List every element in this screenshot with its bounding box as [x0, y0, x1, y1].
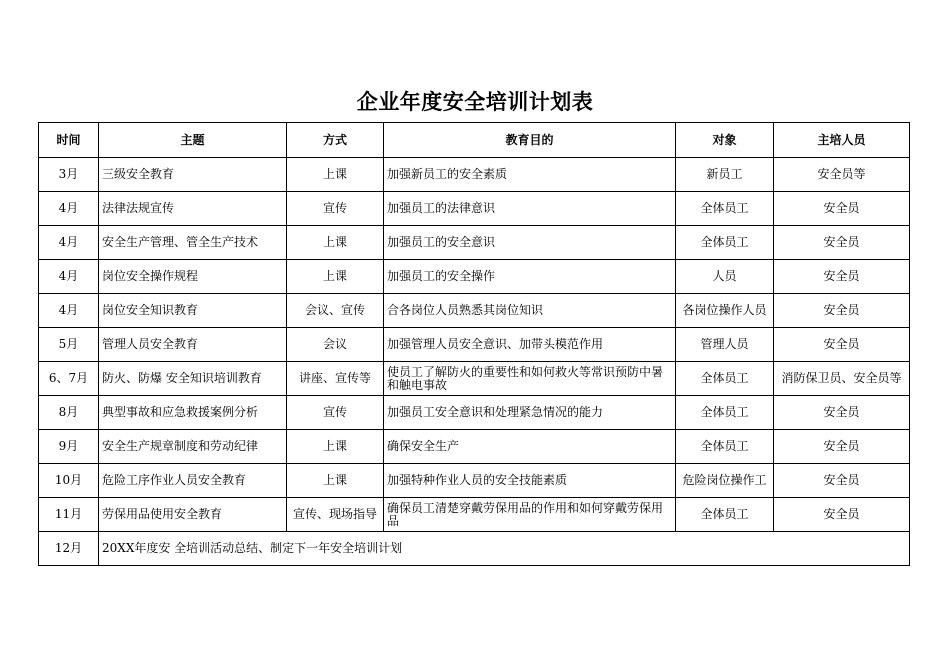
cell-method: 上课	[287, 464, 384, 498]
cell-target: 危险岗位操作工	[676, 464, 774, 498]
table-row	[39, 396, 910, 430]
header-target: 对象	[676, 123, 774, 158]
cell-time: 9月	[39, 430, 99, 464]
cell-goal: 加强员工的法律意识	[384, 192, 676, 226]
cell-target: 各岗位操作人员	[676, 294, 774, 328]
cell-target: 全体员工	[676, 192, 774, 226]
cell-time: 12月	[39, 532, 99, 566]
cell-goal: 加强特种作业人员的安全技能素质	[384, 464, 676, 498]
cell-trainer: 安全员	[774, 294, 910, 328]
page-title: 企业年度安全培训计划表	[356, 90, 594, 114]
cell-topic: 防火、防爆 安全知识培训教育	[99, 362, 287, 396]
cell-method: 上课	[287, 260, 384, 294]
cell-time: 8月	[39, 396, 99, 430]
cell-time: 4月	[39, 294, 99, 328]
cell-method: 上课	[287, 226, 384, 260]
cell-goal: 确保安全生产	[384, 430, 676, 464]
cell-target: 新员工	[676, 158, 774, 192]
cell-time: 6、7月	[39, 362, 99, 396]
cell-topic: 典型事故和应急救援案例分析	[99, 396, 287, 430]
cell-method: 上课	[287, 430, 384, 464]
cell-trainer: 安全员	[774, 260, 910, 294]
cell-target: 全体员工	[676, 396, 774, 430]
table-row-summary	[39, 532, 910, 566]
header-trainer: 主培人员	[774, 123, 910, 158]
table-row	[39, 328, 910, 362]
cell-time: 4月	[39, 192, 99, 226]
cell-target: 全体员工	[676, 362, 774, 396]
table-row	[39, 192, 910, 226]
cell-trainer: 安全员	[774, 328, 910, 362]
cell-topic: 岗位安全操作规程	[99, 260, 287, 294]
cell-topic: 安全生产规章制度和劳动纪律	[99, 430, 287, 464]
cell-trainer: 安全员	[774, 430, 910, 464]
cell-topic: 岗位安全知识教育	[99, 294, 287, 328]
cell-target: 全体员工	[676, 226, 774, 260]
cell-goal: 使员工了解防火的重要性和如何救火等常识预防中暑和触电事故	[384, 362, 676, 396]
cell-trainer: 安全员	[774, 192, 910, 226]
cell-trainer: 消防保卫员、安全员等	[774, 362, 910, 396]
header-time: 时间	[39, 123, 99, 158]
cell-method: 讲座、宣传等	[287, 362, 384, 396]
cell-time: 4月	[39, 226, 99, 260]
cell-topic: 劳保用品使用安全教育	[99, 498, 287, 532]
cell-method: 会议	[287, 328, 384, 362]
cell-summary-content: 20XX年度安 全培训活动总结、制定下一年安全培训计划	[99, 532, 910, 566]
table-row	[39, 430, 910, 464]
table-row	[39, 498, 910, 532]
cell-method: 宣传	[287, 396, 384, 430]
cell-trainer: 安全员	[774, 396, 910, 430]
cell-method: 会议、宣传	[287, 294, 384, 328]
table-row	[39, 226, 910, 260]
cell-trainer: 安全员	[774, 498, 910, 532]
cell-goal: 合各岗位人员熟悉其岗位知识	[384, 294, 676, 328]
cell-topic: 三级安全教育	[99, 158, 287, 192]
cell-method: 宣传、现场指导	[287, 498, 384, 532]
header-method: 方式	[287, 123, 384, 158]
cell-goal: 确保员工清楚穿戴劳保用品的作用和如何穿戴劳保用品	[384, 498, 676, 532]
table-row	[39, 158, 910, 192]
cell-topic: 安全生产管理、管全生产技术	[99, 226, 287, 260]
cell-target: 全体员工	[676, 430, 774, 464]
cell-method: 上课	[287, 158, 384, 192]
table-row	[39, 362, 910, 396]
cell-target: 管理人员	[676, 328, 774, 362]
cell-topic: 危险工序作业人员安全教育	[99, 464, 287, 498]
cell-trainer: 安全员等	[774, 158, 910, 192]
cell-trainer: 安全员	[774, 226, 910, 260]
cell-topic: 法律法规宣传	[99, 192, 287, 226]
cell-time: 5月	[39, 328, 99, 362]
cell-method: 宣传	[287, 192, 384, 226]
cell-goal: 加强管理人员安全意识、加带头模范作用	[384, 328, 676, 362]
header-goal: 教育目的	[384, 123, 676, 158]
cell-time: 4月	[39, 260, 99, 294]
cell-target: 人员	[676, 260, 774, 294]
table-row	[39, 464, 910, 498]
cell-time: 3月	[39, 158, 99, 192]
cell-time: 11月	[39, 498, 99, 532]
cell-goal: 加强新员工的安全素质	[384, 158, 676, 192]
header-topic: 主题	[99, 123, 287, 158]
table-row	[39, 260, 910, 294]
cell-goal: 加强员工的安全操作	[384, 260, 676, 294]
cell-trainer: 安全员	[774, 464, 910, 498]
cell-time: 10月	[39, 464, 99, 498]
cell-goal: 加强员工安全意识和处理紧急情况的能力	[384, 396, 676, 430]
table-row	[39, 294, 910, 328]
cell-target: 全体员工	[676, 498, 774, 532]
cell-goal: 加强员工的安全意识	[384, 226, 676, 260]
training-plan-table	[38, 122, 910, 566]
table-header-row	[39, 123, 910, 158]
cell-topic: 管理人员安全教育	[99, 328, 287, 362]
